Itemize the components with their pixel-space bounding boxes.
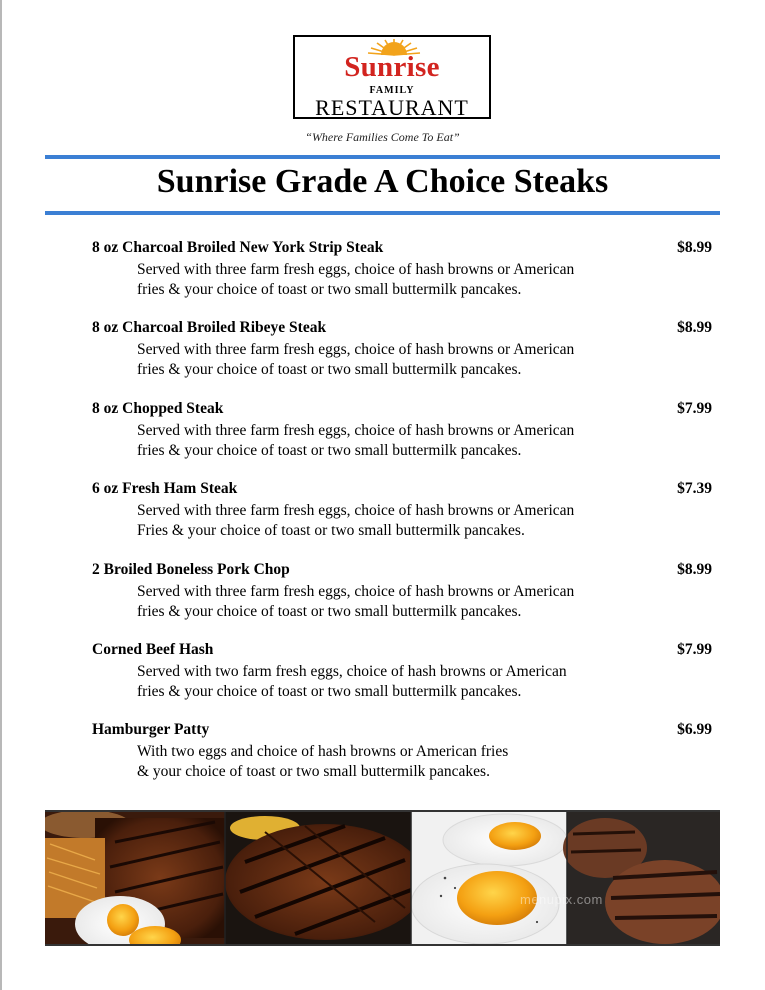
- menu-section-title: Sunrise Grade A Choice Steaks: [156, 163, 609, 200]
- item-description: [137, 501, 574, 541]
- grilled-steak-photo: [225, 812, 425, 944]
- item-description-line: Fries & your choice of toast or two small buttermilk pancakes.: [137, 522, 525, 539]
- title-rule-bottom: [45, 211, 720, 215]
- item-name: 2 Broiled Boneless Pork Chop: [92, 561, 290, 578]
- item-description-line: Served with two farm fresh eggs, choice of hash browns or American: [137, 663, 567, 680]
- restaurant-logo: [293, 35, 491, 119]
- watermark: menupix.com: [520, 892, 603, 907]
- item-price: $6.99: [677, 721, 712, 738]
- item-name: 8 oz Charcoal Broiled Ribeye Steak: [92, 319, 327, 336]
- steak-and-eggs-photo: [45, 812, 225, 944]
- hamburger-patties-photo: [563, 812, 720, 944]
- tagline: “Where Families Come To Eat”: [305, 130, 460, 144]
- item-description: [137, 582, 574, 622]
- item-price: $8.99: [677, 239, 712, 256]
- item-description-line: Served with three farm fresh eggs, choice of hash browns or American: [137, 261, 575, 278]
- item-name: 8 oz Charcoal Broiled New York Strip Steak: [92, 239, 384, 256]
- item-price: $7.99: [677, 400, 712, 417]
- item-price: $8.99: [677, 561, 712, 578]
- item-price: $7.99: [677, 641, 712, 658]
- item-description: [137, 260, 574, 300]
- item-description-line: & your choice of toast or two small buttermilk pancakes.: [137, 763, 490, 780]
- item-name: 6 oz Fresh Ham Steak: [92, 480, 238, 497]
- item-description-line: fries & your choice of toast or two small buttermilk pancakes.: [137, 442, 522, 459]
- title-rule-top: [45, 155, 720, 159]
- item-description-line: Served with three farm fresh eggs, choice of hash browns or American: [137, 341, 575, 358]
- logo-name: Sunrise: [344, 51, 440, 83]
- item-price: $7.39: [677, 480, 712, 497]
- item-description-line: Served with three farm fresh eggs, choice of hash browns or American: [137, 502, 575, 519]
- item-description: [137, 340, 574, 380]
- fried-eggs-photo: [411, 812, 567, 944]
- food-photos: [45, 812, 720, 944]
- food-photo-strip: [45, 810, 720, 946]
- item-description-line: fries & your choice of toast or two small buttermilk pancakes.: [137, 683, 522, 700]
- logo-family: FAMILY: [369, 85, 415, 96]
- item-description-line: fries & your choice of toast or two small buttermilk pancakes.: [137, 361, 522, 378]
- item-description-line: Served with three farm fresh eggs, choice of hash browns or American: [137, 583, 575, 600]
- item-description-line: Served with three farm fresh eggs, choice of hash browns or American: [137, 422, 575, 439]
- item-name: 8 oz Chopped Steak: [92, 400, 224, 417]
- item-name: Hamburger Patty: [92, 721, 210, 738]
- item-description-line: With two eggs and choice of hash browns or American fries: [137, 743, 509, 760]
- logo-restaurant: RESTAURANT: [315, 95, 469, 120]
- item-description: [137, 421, 574, 461]
- item-description-line: fries & your choice of toast or two small buttermilk pancakes.: [137, 281, 522, 298]
- item-description: [137, 662, 567, 702]
- page-edge: [0, 0, 2, 990]
- item-name: Corned Beef Hash: [92, 641, 214, 658]
- item-description: [137, 742, 508, 782]
- item-description-line: fries & your choice of toast or two small buttermilk pancakes.: [137, 603, 522, 620]
- item-price: $8.99: [677, 319, 712, 336]
